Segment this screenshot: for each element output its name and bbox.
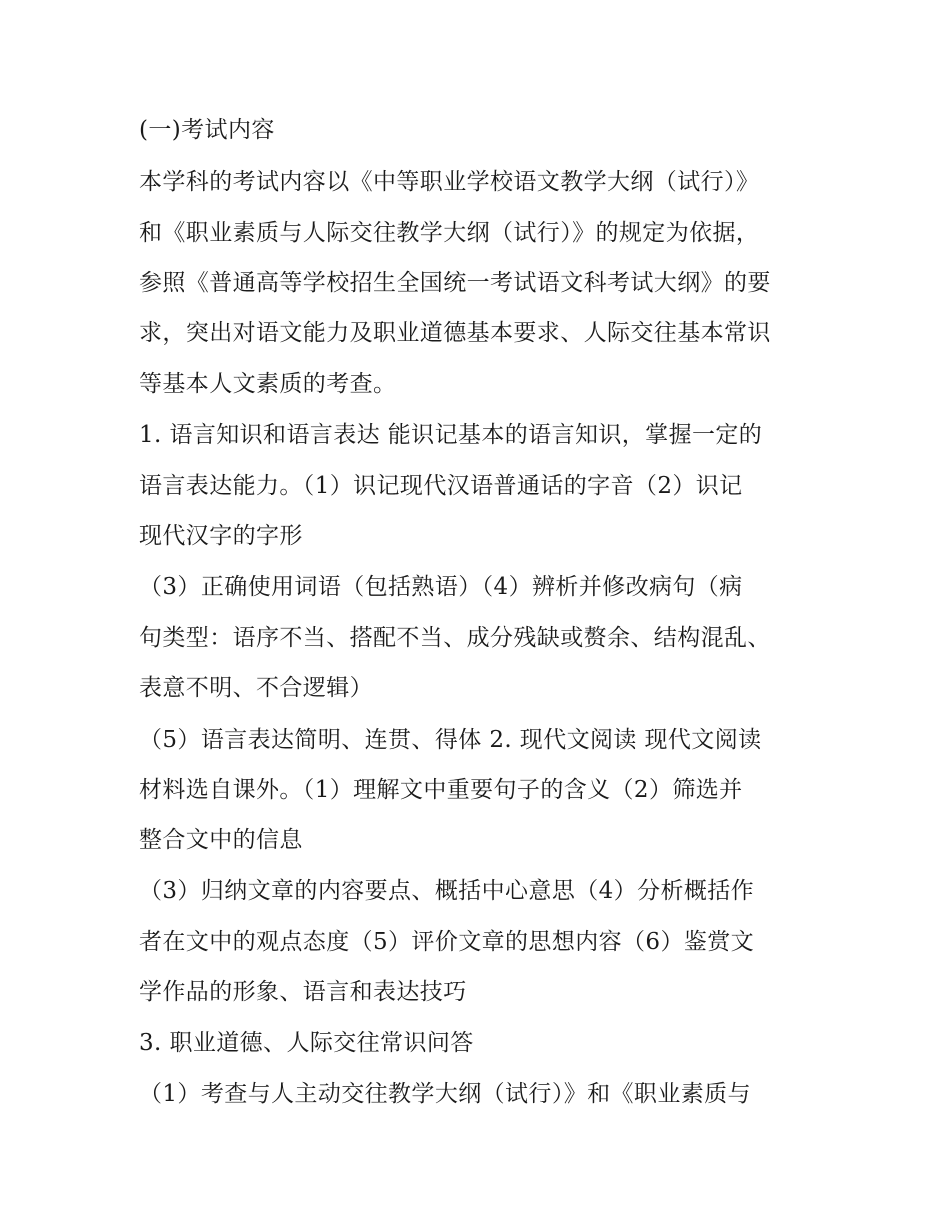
paragraph-line: 现代汉字的字形 bbox=[139, 523, 303, 549]
paragraph-line: （3）正确使用词语（包括熟语）（4）辨析并修改病句（病 bbox=[139, 574, 743, 600]
paragraph-line: 和《职业素质与人际交往教学大纲（试行）》的规定为依据， bbox=[139, 220, 760, 246]
paragraph-line: （3）归纳文章的内容要点、概括中心意思（4）分析概括作 bbox=[139, 878, 755, 904]
paragraph-line: 等基本人文素质的考查。 bbox=[139, 371, 397, 397]
paragraph-line: 表意不明、不合逻辑） bbox=[139, 675, 373, 701]
paragraph-line: 整合文中的信息 bbox=[139, 827, 303, 853]
section-heading: (一)考试内容 bbox=[139, 117, 275, 143]
paragraph-line: 3. 职业道德、人际交往常识问答 bbox=[139, 1030, 474, 1056]
paragraph-line: 者在文中的观点态度（5）评价文章的思想内容（6）鉴赏文 bbox=[139, 929, 755, 955]
paragraph-line: （1）考查与人主动交往教学大纲（试行）》和《职业素质与 bbox=[139, 1081, 751, 1107]
paragraph-line: 材料选自课外。（1）理解文中重要句子的含义（2）筛选并 bbox=[139, 777, 743, 803]
paragraph-line: 学作品的形象、语言和表达技巧 bbox=[139, 979, 467, 1005]
paragraph-line: 本学科的考试内容以《中等职业学校语文教学大纲（试行）》 bbox=[139, 169, 760, 195]
paragraph-line: （5）语言表达简明、连贯、得体 2. 现代文阅读 现代文阅读 bbox=[139, 727, 762, 753]
paragraph-line: 参照《普通高等学校招生全国统一考试语文科考试大纲》的要 bbox=[139, 270, 771, 296]
paragraph-line: 1. 语言知识和语言表达 能识记基本的语言知识，掌握一定的 bbox=[139, 422, 763, 448]
paragraph-line: 求，突出对语文能力及职业道德基本要求、人际交往基本常识 bbox=[139, 320, 771, 346]
paragraph-line: 语言表达能力。（1）识记现代汉语普通话的字音（2）识记 bbox=[139, 473, 743, 499]
paragraph-line: 句类型：语序不当、搭配不当、成分残缺或赘余、结构混乱、 bbox=[139, 625, 771, 651]
